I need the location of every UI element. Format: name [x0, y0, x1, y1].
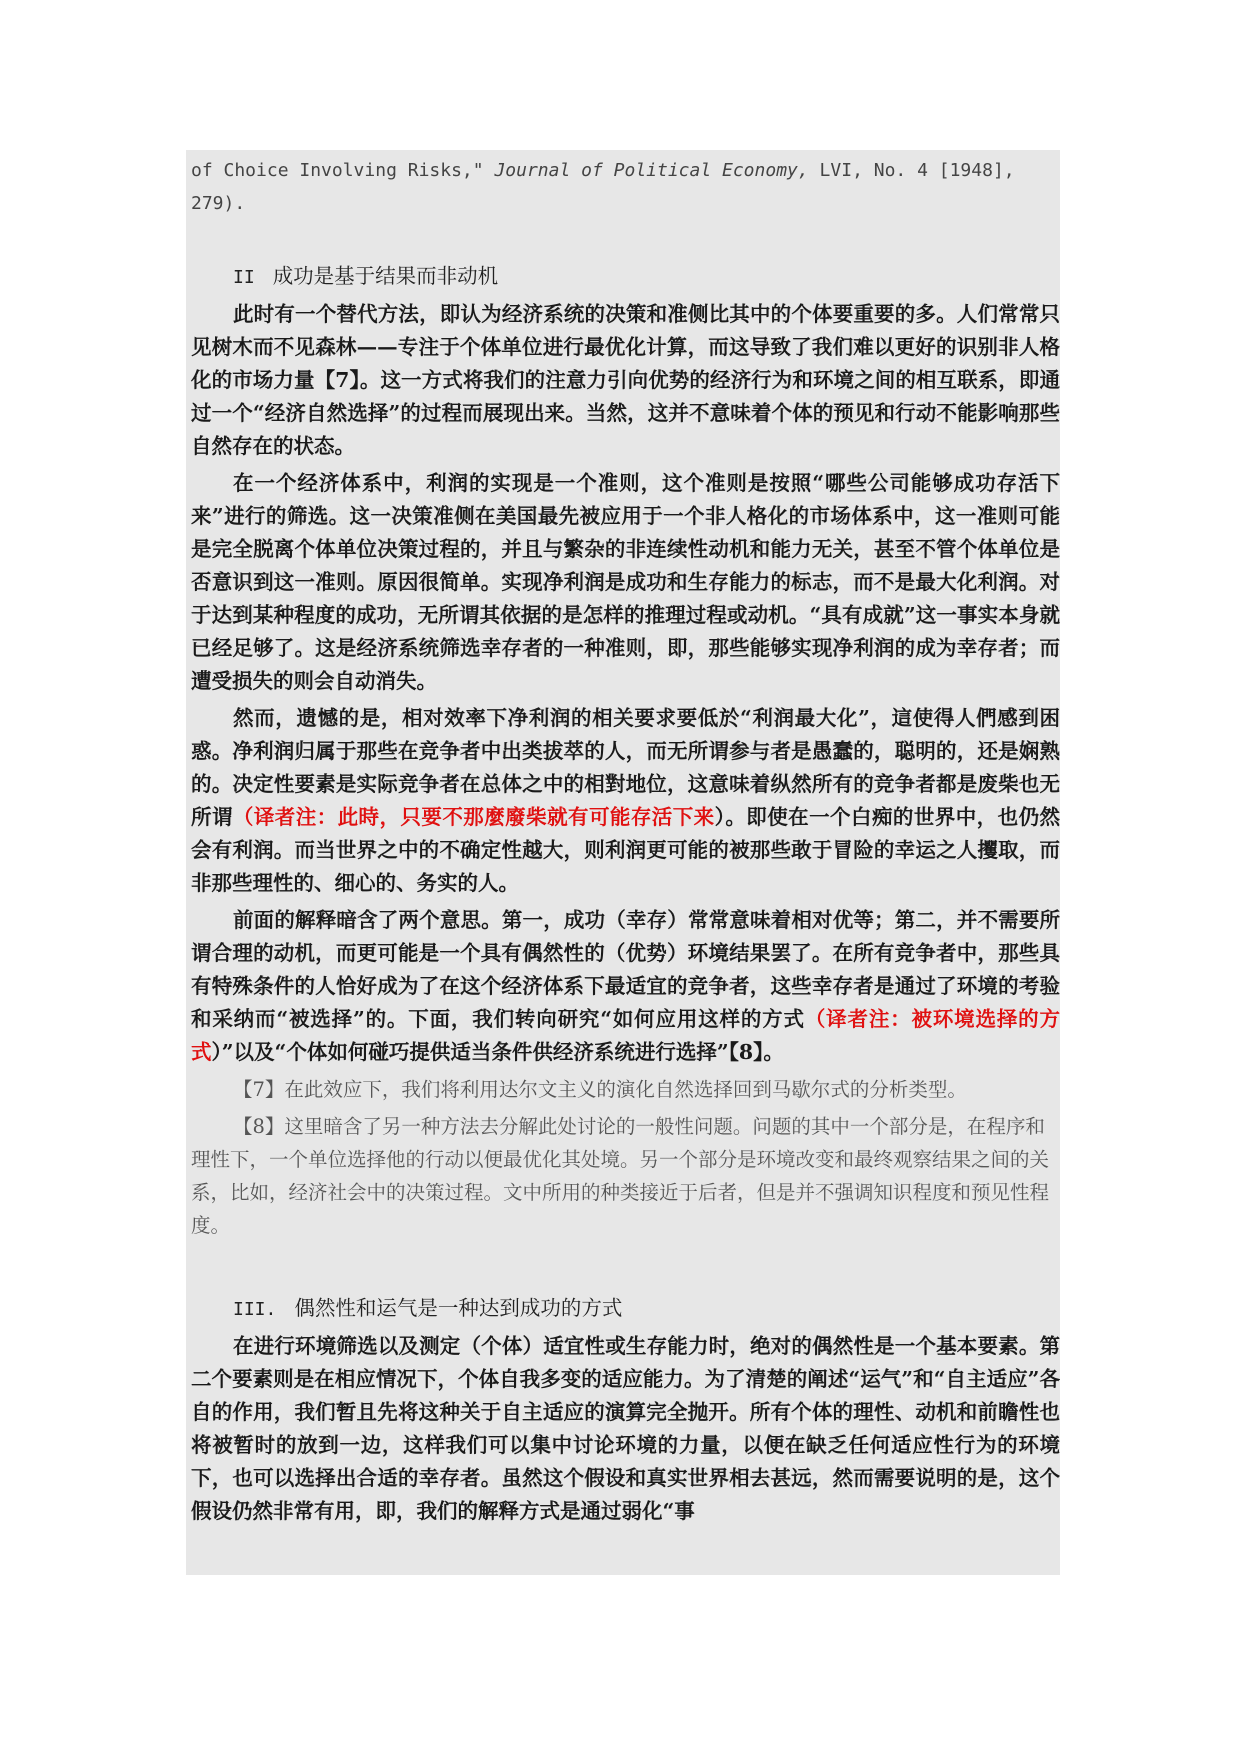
paragraph-5: 在进行环境筛选以及测定（个体）适宜性或生存能力时，绝对的偶然性是一个基本要素。第二个要素则是在相应情况下，个体自我多变的适应能力。为了清楚的阐述“运气”和“自主适应”各自的作用，我们暂且先将这种关于自主适应的演算完全抛开。所有个体的理性、动机和前瞻性也将被暂时的放到一边，这样我们可以集中讨论环境的力量，以便在缺乏任何适应性行为的环境下，也可以选择出合适的幸存者。虽然这个假设和真实世界相去甚远，然而需要说明的是，这个假设仍然非常有用，即，我们的解释方式是通过弱化“事: [191, 1334, 1060, 1523]
footnote-7: 【7】在此效应下，我们将利用达尔文主义的演化自然选择回到马歇尔式的分析类型。: [233, 1078, 967, 1101]
reference-citation: [191, 154, 1060, 187]
translator-note: （译者注：被环境选择的方式: [191, 1007, 1060, 1064]
section-heading-3: [233, 1292, 1060, 1326]
paragraph-3: [191, 702, 1060, 900]
spacer: [191, 220, 1060, 260]
reference-text-before: of Choice Involving Risks,": [191, 160, 495, 181]
footnote-8: 【8】这里暗含了另一种方法去分解此处讨论的一般性问题。问题的其中一个部分是，在程序和理性下，一个单位选择他的行动以便最优化其处境。另一个部分是环境改变和最终观察结果之间的关系，比如，经济社会中的决策过程。文中所用的种类接近于后者，但是并不强调知识程度和预见性程度。: [191, 1115, 1050, 1237]
section-number: III.: [233, 1299, 277, 1320]
spacer: [191, 1242, 1060, 1292]
document-page: [186, 150, 1060, 1575]
translator-note: （译者注：此時，只要不那麼廢柴就有可能存活下来: [232, 805, 715, 829]
reference-text-after: LVI, No. 4 [1948],: [808, 160, 1015, 181]
paragraph-3-text-end: ）。即使在一个白痴的世界中，也仍然会有利润。而当世界之中的不确定性越大，则利润更可能的被那些敢于冒险的幸运之人攫取，而非那些理性的、细心的、务实的人。: [191, 805, 1060, 895]
paragraph-4: [191, 904, 1060, 1069]
paragraph-3-text: 然而，遗憾的是，相对效率下净利润的相关要求要低於“利润最大化”，這使得人們感到困惑。净利润归属于那些在竞争者中出类拔萃的人，而无所谓参与者是愚蠢的，聪明的，还是娴熟的。决定性要素是实际竞争者在总体之中的相對地位，这意味着纵然所有的竞争者都是废柴也无所谓: [191, 706, 1060, 829]
paragraph-1: 此时有一个替代方法，即认为经济系统的决策和准侧比其中的个体要重要的多。人们常常只见树木而不见森林——专注于个体单位进行最优化计算，而这导致了我们难以更好的识别非人格化的市场力量【7】。这一方式将我们的注意力引向优势的经济行为和环境之间的相互联系，即通过一个“经济自然选择”的过程而展现出来。当然，这并不意味着个体的预见和行动不能影响那些自然存在的状态。: [191, 302, 1060, 458]
section-heading-2: [233, 260, 1060, 294]
reference-citation-end: 279).: [191, 193, 246, 214]
section-title: 成功是基于结果而非动机: [272, 264, 499, 288]
journal-title: Journal of Political Economy,: [494, 160, 809, 181]
section-number: II: [233, 267, 255, 288]
section-title: 偶然性和运气是一种达到成功的方式: [294, 1296, 623, 1320]
document-content: [186, 150, 1060, 1528]
paragraph-4-text-end: ）”以及“个体如何碰巧提供适当条件供经济系统进行选择”【8】。: [211, 1040, 784, 1064]
paragraph-2: 在一个经济体系中，利润的实现是一个准则，这个准则是按照“哪些公司能够成功存活下来”进行的筛选。这一决策准侧在美国最先被应用于一个非人格化的市场体系中，这一准则可能是完全脱离个体单位决策过程的，并且与繁杂的非连续性动机和能力无关，甚至不管个体单位是否意识到这一准则。原因很简单。实现净利润是成功和生存能力的标志，而不是最大化利润。对于达到某种程度的成功，无所谓其依据的是怎样的推理过程或动机。“具有成就”这一事实本身就已经足够了。这是经济系统筛选幸存者的一种准则，即，那些能够实现净利润的成为幸存者；而遭受损失的则会自动消失。: [191, 471, 1060, 693]
paragraph-4-text: 前面的解释暗含了两个意思。第一，成功（幸存）常常意味着相对优等；第二，并不需要所谓合理的动机，而更可能是一个具有偶然性的（优势）环境结果罢了。在所有竞争者中，那些具有特殊条件的人恰好成为了在这个经济体系下最适宜的竞争者，这些幸存者是通过了环境的考验和采纳而“被选择”的。下面，我们转向研究“如何应用这样的方式: [191, 908, 1060, 1031]
